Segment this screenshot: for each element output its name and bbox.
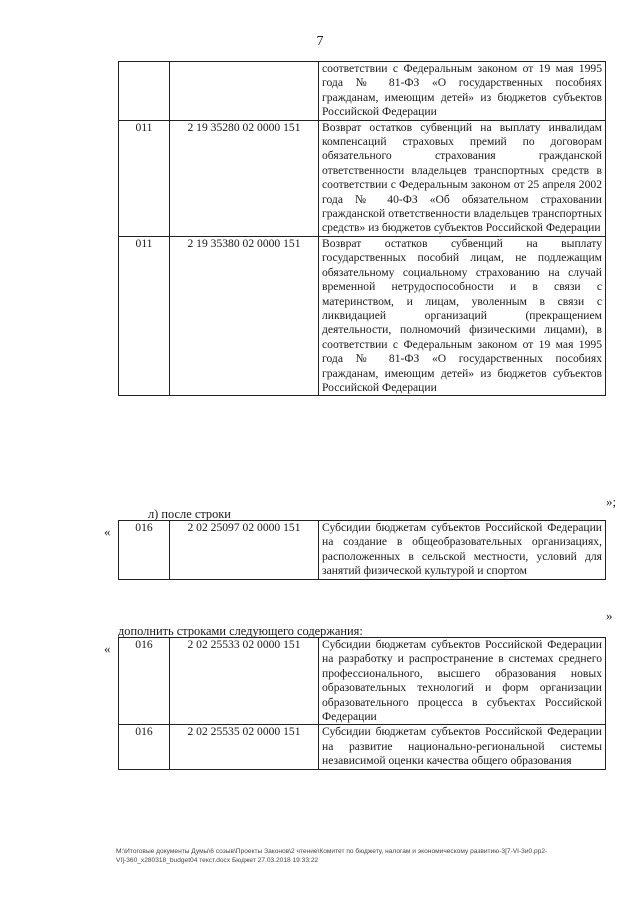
- admin-code-cell: 016: [119, 725, 170, 769]
- description-cell: соответствии с Федеральным законом от 19 мая 1995 года № 81-ФЗ «О государственных пособиях гражданам, имеющим детей» из бюджетов субъектов Российской Федерации: [319, 62, 606, 121]
- opening-quote: «: [104, 524, 111, 539]
- table-row: [119, 236, 606, 395]
- description-cell: Субсидии бюджетам субъектов Российской Федерации на развитие национально-региональной системы независимой оценки качества общего образования: [319, 725, 606, 769]
- description-cell: Возврат остатков субвенций на выплату государственных пособий лицам, не подлежащим обязательному социальному страхованию на случай временной нетрудоспособности и в связи с материнством, и лицам, уволенным в связи с ликвидацией организаций (прекращением деятельности, полномочий физическими лицами), в соответствии с Федеральным законом от 19 мая 1995 года № 81-ФЗ «О государственных пособиях гражданам, имеющим детей» из бюджетов субъектов Российской Федерации: [319, 236, 606, 395]
- budget-table-continued: [118, 61, 606, 396]
- table-row: [119, 725, 606, 769]
- closing-quote: »;: [606, 494, 617, 509]
- kbk-code-cell: 2 02 25097 02 0000 151: [170, 521, 319, 580]
- admin-code-cell: 016: [119, 638, 170, 725]
- kbk-code-cell: 2 02 25533 02 0000 151: [170, 638, 319, 725]
- description-cell: Субсидии бюджетам субъектов Российской Федерации на разработку и распространение в системах среднего профессионального, высшего образования новых образовательных технологий и форм организации образовательного процесса в субъектах Российской Федерации: [319, 638, 606, 725]
- budget-table-existing-row: [118, 520, 606, 580]
- budget-table-new-rows: [118, 637, 606, 770]
- kbk-code-cell: [170, 62, 319, 121]
- table-row: [119, 62, 606, 121]
- opening-quote: «: [104, 641, 111, 656]
- closing-quote: »: [606, 608, 613, 623]
- kbk-code-cell: 2 02 25535 02 0000 151: [170, 725, 319, 769]
- table-row: [119, 521, 606, 580]
- description-cell: Возврат остатков субвенций на выплату инвалидам компенсаций страховых премий по договорам обязательного страхования гражданской ответственности владельцев транспортных средств в соответствии с Федеральным законом от 25 апреля 2002 года № 40-ФЗ «Об обязательном страховании гражданской ответственности владельцев транспортных средств» из бюджетов субъектов Российской Федерации: [319, 120, 606, 236]
- admin-code-cell: 016: [119, 521, 170, 580]
- description-cell: Субсидии бюджетам субъектов Российской Федерации на создание в общеобразовательных организациях, расположенных в сельской местности, условий для занятий физической культурой и спортом: [319, 521, 606, 580]
- kbk-code-cell: 2 19 35280 02 0000 151: [170, 120, 319, 236]
- table-row: [119, 638, 606, 725]
- file-path-footer: М:\Итоговые документы Думы\6 созыв\Проекты Законов\2 чтение\Комитет по бюджету, налогам и экономическому развитию-3[7-VI-3и0.рр2-VI]-360_х280318_budget04 текст.docx Бюджет 27.03.2018 19:33:22: [116, 848, 548, 864]
- admin-code-cell: 011: [119, 236, 170, 395]
- paragraph-add-rows: дополнить строками следующего содержания:: [118, 624, 363, 638]
- admin-code-cell: 011: [119, 120, 170, 236]
- table-row: [119, 120, 606, 236]
- admin-code-cell: [119, 62, 170, 121]
- page-number: 7: [316, 34, 324, 49]
- paragraph-l: л) после строки: [148, 507, 231, 521]
- kbk-code-cell: 2 19 35380 02 0000 151: [170, 236, 319, 395]
